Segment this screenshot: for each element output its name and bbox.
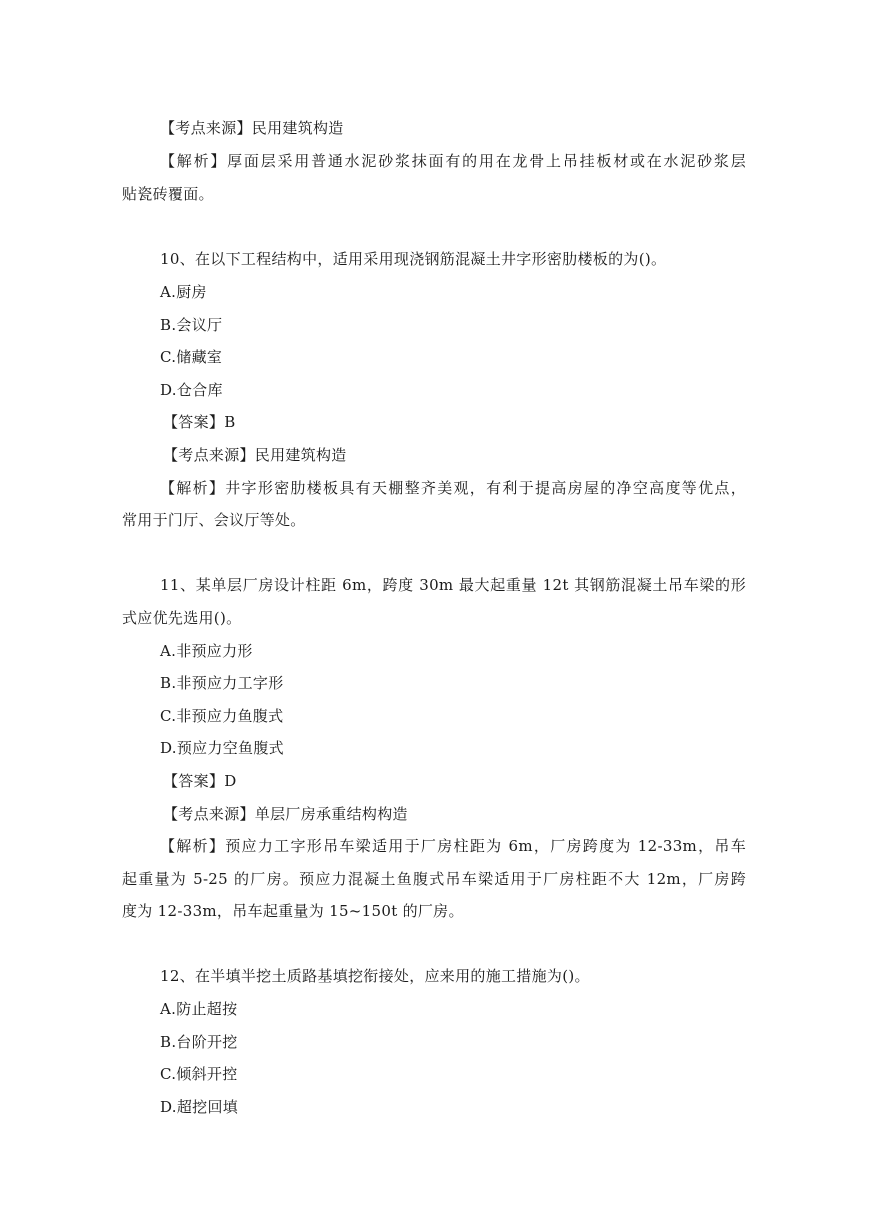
option-c: C.储藏室 xyxy=(160,348,223,366)
analysis-line: 度为 12-33m，吊车起重量为 15~150t 的厂房。 xyxy=(122,902,464,920)
option-c: C.倾斜开控 xyxy=(160,1065,238,1083)
question-10: 10、在以下工程结构中，适用采用现浇钢筋混凝土井字形密肋楼板的为()。 xyxy=(160,250,667,268)
analysis-line: 【解析】厚面层采用普通水泥砂浆抹面有的用在龙骨上吊挂板材或在水泥砂浆层 xyxy=(160,152,746,170)
source-line: 【考点来源】单层厂房承重结构构造 xyxy=(163,805,408,823)
analysis-line: 贴瓷砖覆面。 xyxy=(122,185,214,203)
option-d: D.仓合库 xyxy=(160,381,223,399)
option-d: D.预应力空鱼腹式 xyxy=(160,739,284,757)
option-b: B.台阶开挖 xyxy=(160,1033,238,1051)
question-11-cont: 式应优先选用()。 xyxy=(122,609,242,627)
option-a: A.非预应力形 xyxy=(160,642,253,660)
source-line: 【考点来源】民用建筑构造 xyxy=(163,446,347,464)
analysis-line: 起重量为 5-25 的厂房。预应力混凝土鱼腹式吊车梁适用于厂房柱距不大 12m，厂房跨 xyxy=(122,870,746,888)
option-d: D.超挖回填 xyxy=(160,1098,239,1116)
option-a: A.厨房 xyxy=(160,283,207,301)
option-c: C.非预应力鱼腹式 xyxy=(160,707,284,725)
question-11: 11、某单层厂房设计柱距 6m，跨度 30m 最大起重量 12t 其钢筋混凝土吊车梁的形 xyxy=(160,576,746,594)
answer-line: 【答案】D xyxy=(163,772,237,790)
option-b: B.会议厅 xyxy=(160,316,223,334)
source-line: 【考点来源】民用建筑构造 xyxy=(160,119,344,137)
question-12: 12、在半填半挖土质路基填挖衔接处，应来用的施工措施为()。 xyxy=(160,967,590,985)
option-b: B.非预应力工字形 xyxy=(160,674,284,692)
analysis-line: 常用于门厅、会议厅等处。 xyxy=(122,511,306,529)
analysis-line: 【解析】预应力工字形吊车梁适用于厂房柱距为 6m，厂房跨度为 12-33m，吊车 xyxy=(160,837,746,855)
analysis-line: 【解析】井字形密肋楼板具有天棚整齐美观，有利于提高房屋的净空高度等优点， xyxy=(160,479,746,497)
answer-line: 【答案】B xyxy=(163,413,236,431)
option-a: A.防止超按 xyxy=(160,1000,238,1018)
